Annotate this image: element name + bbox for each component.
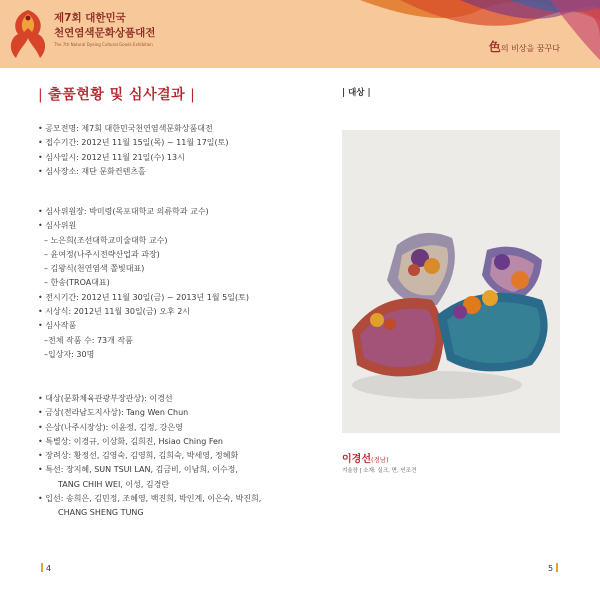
list-item: – 김왕식(천연염색 쫄빛대표) (44, 264, 145, 274)
list-item: • 심사일시: 2012년 11월 21일(수) 13시 (38, 151, 229, 165)
list-item: • 금상(전라남도지사상): Tang Wen Chun (38, 406, 261, 420)
list-item: • 특선: 장지혜, SUN TSUI LAN, 김금비, 이남희, 이수정, (38, 463, 261, 477)
list-item: • 시상식: 2012년 11월 30일(금) 오후 2시 (38, 305, 249, 319)
list-item: CHANG SHENG TUNG (58, 508, 144, 518)
page-number-right-text: 5 (548, 564, 554, 573)
section-title: | 출품현황 및 심사결과 | (38, 87, 196, 103)
list-item: • 접수기간: 2012년 11월 15일(목) ~ 11월 17일(토) (38, 136, 229, 150)
winner-name-text: 이경선 (342, 454, 371, 465)
page-number-right (548, 563, 561, 573)
list-item: • 전시기간: 2012년 11월 30일(금) ~ 2013년 1월 5일(토) (38, 291, 249, 305)
decorative-color-band (360, 0, 600, 68)
list-item: • 입선: 송희은, 김민정, 조혜영, 백진희, 박인계, 이은숙, 박진희, (38, 492, 261, 506)
list-item: – 한송(TROA대표) (44, 278, 110, 288)
info-list-awards (38, 392, 261, 521)
list-item: • 은상(나주시장상): 이윤정, 김정, 강은영 (38, 421, 261, 435)
page-header (0, 0, 600, 68)
info-list-contest (38, 122, 229, 179)
section-title-text: 출품현황 및 심사결과 (48, 87, 186, 103)
list-item: • 심사장소: 재단 문화컨텐츠홀 (38, 165, 229, 179)
list-item: • 대상(문화체육관광부장관상): 이경선 (38, 392, 261, 406)
grand-prize-label-text: 대상 (348, 88, 365, 98)
grand-prize-label: | 대상 | (342, 88, 371, 98)
winner-name (342, 450, 389, 465)
header-title-line1: 제7회 대한민국 (54, 12, 126, 24)
list-item: • 심사위원장: 박미령(목포대학교 의류학과 교수) (38, 205, 249, 219)
list-item: TANG CHIH WEI, 이성, 김경란 (58, 479, 170, 489)
page-number-left (38, 563, 51, 573)
list-item: –전체 작품 수: 73개 작품 (44, 335, 133, 345)
winner-region: (경남) (370, 456, 389, 464)
slogan-char: 色 (488, 40, 501, 54)
artwork-photo (342, 130, 560, 433)
list-item: • 특별상: 이경규, 이상화, 김희진, Hsiao Ching Fen (38, 435, 261, 449)
page-number-left-text: 4 (46, 564, 52, 573)
list-item: –입상자: 30명 (44, 349, 95, 359)
list-item: – 노은희(조선대학교미술대학 교수) (44, 235, 168, 245)
list-item: • 심사작품 (38, 319, 249, 333)
list-item: – 윤여정(나주시전략산업과 과장) (44, 249, 160, 259)
info-list-judging (38, 205, 249, 362)
list-item: • 장려상: 황정선, 김영숙, 김영희, 김희숙, 박세영, 정혜화 (38, 449, 261, 463)
header-title-line2: 천연염색문화상품대전 (54, 27, 156, 39)
header-subtitle: The 7th Natural Dyeing Cultural Goods Exhibition (54, 42, 153, 47)
header-slogan (489, 38, 560, 55)
list-item: • 공모전명: 제7회 대한민국천연염색문화상품대전 (38, 122, 229, 136)
list-item: • 심사위원 (38, 219, 249, 233)
phoenix-logo-icon (6, 4, 50, 62)
artwork-description: 겨울장 | 소재: 실크, 면, 인조견 (342, 468, 417, 474)
slogan-text: 의 비상을 꿈꾸다 (500, 44, 560, 53)
